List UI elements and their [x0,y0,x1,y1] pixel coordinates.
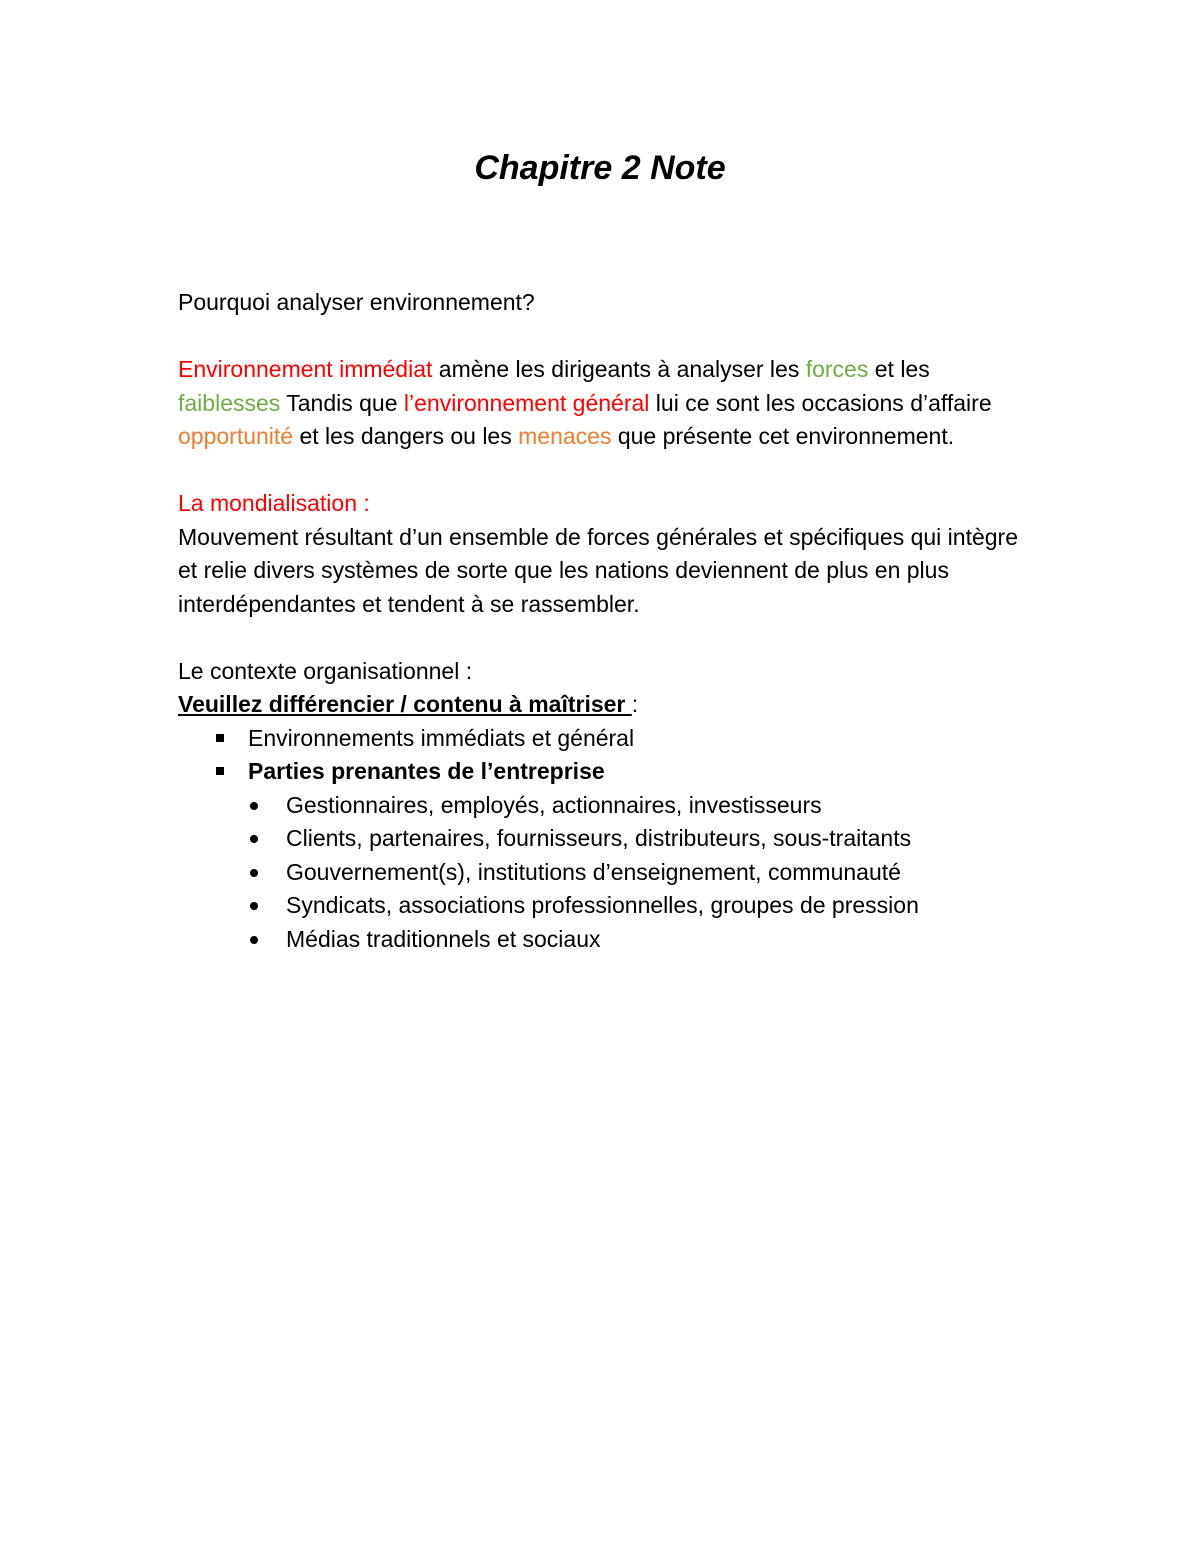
text-span: et les [868,356,930,382]
mondialisation-definition: Mouvement résultant d’un ensemble de forces générales et spécifiques qui intègre et relie divers systèmes de sorte que les nations deviennent de plus en plus interdépendantes et tendent à se rassembler. [178,523,1018,617]
term-forces: forces [805,356,869,382]
term-environnement-general: l’environnement général [403,389,650,416]
text-span: amène les dirigeants à analyser les [432,356,806,382]
subheading-colon: : [631,691,639,717]
list-item-label: Gouvernement(s), institutions d’enseignement, communauté [286,858,901,885]
page-title: Chapitre 2 Note [474,149,726,187]
mondialisation-heading: La mondialisation : [178,490,370,516]
term-opportunite: opportunité [178,423,294,449]
round-bullet-icon [250,902,258,910]
text-span: Tandis que [280,389,404,416]
round-bullet-icon [250,869,258,877]
square-bullet-icon [216,734,224,742]
text-span: que présente cet environnement. [611,423,955,449]
round-bullet-icon [250,835,258,843]
document-body [178,286,1038,956]
list-item [250,856,1038,890]
list-item [216,722,1038,756]
round-bullet-icon [250,936,258,944]
list-item [250,923,1038,957]
list-item-label: Environnements immédiats et général [248,724,635,751]
term-menaces: menaces [518,423,612,449]
round-bullet-icon [250,802,258,810]
paragraph-environnement [178,353,1038,454]
term-environnement-immediat: Environnement immédiat [178,356,433,382]
parties-prenantes-list [178,789,1038,957]
text-span: et les dangers ou les [293,423,519,449]
text-span: lui ce sont les occasions d’affaire [649,389,992,416]
contexte-heading: Le contexte organisationnel : [178,657,473,684]
list-item-label: Clients, partenaires, fournisseurs, distributeurs, sous-traitants [286,825,912,851]
list-item [216,755,1038,789]
square-bullet-icon [216,767,224,775]
list-item [250,889,1038,923]
list-item [250,789,1038,823]
list-item-label: Gestionnaires, employés, actionnaires, investisseurs [286,791,822,818]
contexte-subheading: Veuillez différencier / contenu à maîtriser [178,691,632,717]
contexte-list [178,722,1038,789]
list-item [250,822,1038,856]
term-faiblesses: faiblesses [178,389,281,416]
list-item-label: Parties prenantes de l’entreprise [248,758,605,784]
list-item-label: Syndicats, associations professionnelles, groupes de pression [286,892,919,918]
contexte-subheading-line [178,688,1038,722]
list-item-label: Médias traditionnels et sociaux [286,925,601,952]
question-line: Pourquoi analyser environnement? [178,289,535,315]
